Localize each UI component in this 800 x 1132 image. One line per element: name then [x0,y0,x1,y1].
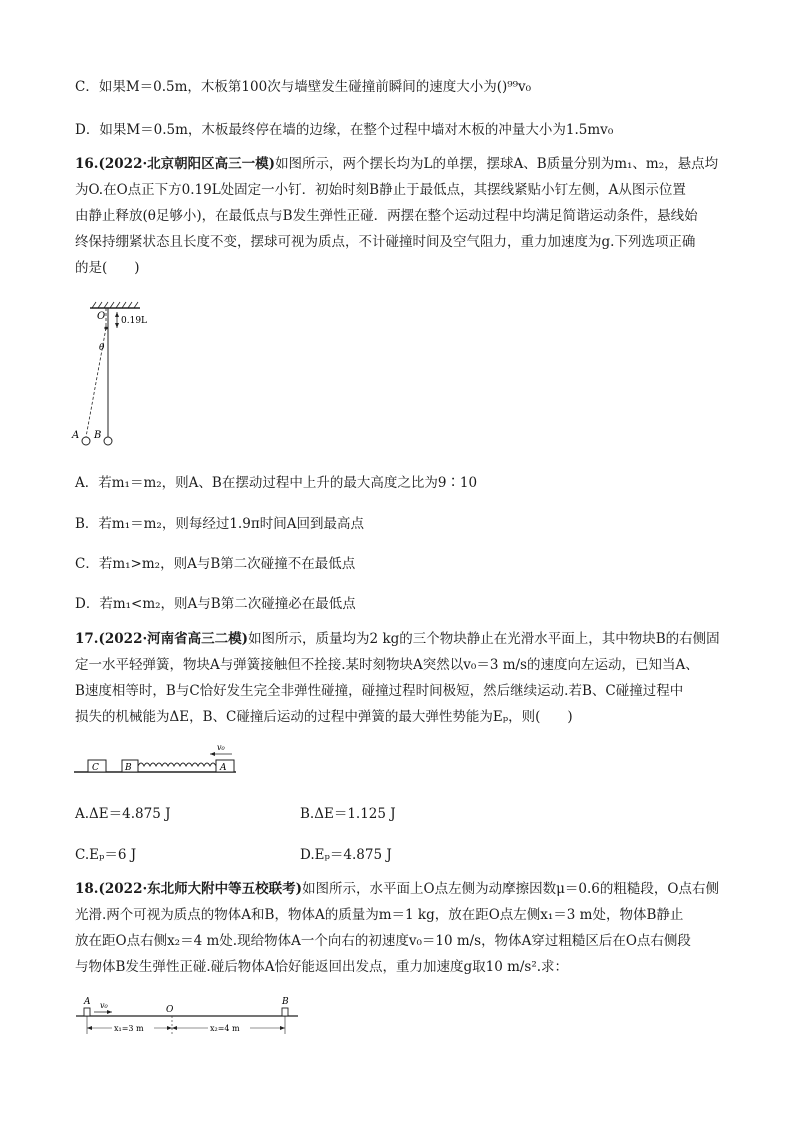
ceiling-hatch [90,302,140,308]
q15-option-d: D．如果M＝0.5m，木板最终停在墙的边缘，在整个过程中墙对木板的冲量大小为1.5mv₀ [75,122,614,138]
ball-b-label: B [94,430,102,441]
q18-line-3: 放在距O点右侧x₂＝4 m处.现给物体A一个向右的初速度v₀＝10 m/s，物体A穿过粗糙区后在O点右侧段 [75,933,691,949]
q16-source: (2022·北京朝阳区高三一模) [98,156,276,172]
q16-pendulum-figure [62,298,162,450]
object-b [282,1008,288,1016]
q17-option-b: B.ΔE＝1.125 J [300,806,396,822]
object-a [84,1008,90,1016]
q17-option-a: A.ΔE＝4.875 J [75,806,171,822]
q16-line-4: 终保持绷紧状态且长度不变，摆球可视为质点，不计碰撞时间及空气阻力，重力加速度为g.下列选项正确 [75,234,696,250]
q16-number: 16. [75,156,99,172]
ball-b [104,437,112,445]
point-o-label: O [166,1005,174,1015]
block-a-label: A [220,763,227,773]
q16-line-2: 为O.在O点正下方0.19L处固定一小钉．初始时刻B静止于最低点，其摆线紧贴小钉左侧，A从图示位置 [75,182,686,198]
object-b-label: B [282,997,289,1007]
q18-line-1 [75,876,727,902]
nail-distance-label: 0.19L [121,316,148,326]
q16-option-c: C．若m₁>m₂，则A与B第二次碰撞不在最低点 [75,556,356,572]
q16-stem [75,151,727,281]
q17-option-c: C.Eₚ＝6 J [75,847,137,863]
q18-number: 18. [75,881,99,897]
q17-source: (2022·河南省高三二模) [98,631,249,647]
block-b-label: B [125,763,132,773]
q18-stem [75,876,727,980]
q18-text-1: 如图所示，水平面上O点左侧为动摩擦因数μ＝0.6的粗糙段，O点右侧 [302,881,719,897]
q18-track-figure [72,994,304,1040]
q17-line-4: 损失的机械能为ΔE，B、C碰撞后运动的过程中弹簧的最大弹性势能为Eₚ，则( ) [75,709,573,725]
block-c-label: C [92,763,99,773]
q16-text-1: 如图所示，两个摆长均为L的单摆，摆球A、B质量分别为m₁、m₂，悬点均 [275,156,719,172]
q16-line-5: 的是( ) [75,260,140,276]
object-a-label: A [84,997,91,1007]
q16-line-1 [75,151,727,177]
q18-line-4: 与物体B发生弹性正碰.碰后物体A恰好能返回出发点，重力加速度g取10 m/s².求： [75,959,569,975]
nail-point [104,326,107,329]
q16-option-b: B．若m₁＝m₂，则每经过1.9π时间A回到最高点 [75,516,364,532]
pivot-label: O [97,311,106,322]
q17-blocks-figure [70,738,242,776]
q18-line-2: 光滑.两个可视为质点的物体A和B，物体A的质量为m＝1 kg，放在距O点左侧x₁＝3 m处，物体B静止 [75,907,684,923]
spring [138,763,216,766]
velocity-label: v₀ [217,743,225,752]
q16-option-d: D．若m₁<m₂，则A与B第二次碰撞必在最低点 [75,596,356,612]
q17-stem [75,626,727,730]
q17-line-1 [75,626,727,652]
q17-option-d: D.Eₚ＝4.875 J [300,847,392,863]
theta-label: θ [99,343,105,353]
q17-line-2: 定一水平轻弹簧，物块A与弹簧接触但不拴接.某时刻物块A突然以v₀＝3 m/s的速度向左运动，已知当A、 [75,657,699,673]
x2-label: x₂=4 m [210,1024,240,1033]
ball-a-label: A [72,430,80,441]
velocity-label: v₀ [100,1001,108,1010]
q18-source: (2022·东北师大附中等五校联考) [98,881,303,897]
q16-line-3: 由静止释放(θ足够小)，在最低点与B发生弹性正碰．两摆在整个运动过程中均满足简谐运动条件，悬线始 [75,208,698,224]
q16-option-a: A．若m₁＝m₂，则A、B在摆动过程中上升的最大高度之比为9∶10 [75,475,478,491]
ball-a [82,437,90,445]
q15-option-c: C．如果M＝0.5m，木板第100次与墙壁发生碰撞前瞬间的速度大小为()⁹⁹v₀ [75,79,532,95]
q17-text-1: 如图所示，质量均为2 kg的三个物块静止在光滑水平面上，其中物块B的右侧固 [248,631,720,647]
x1-label: x₁=3 m [114,1024,144,1033]
q17-number: 17. [75,631,99,647]
q17-line-3: B速度相等时，B与C恰好发生完全非弹性碰撞，碰撞过程时间极短，然后继续运动.若B、C碰撞过程中 [75,683,684,699]
